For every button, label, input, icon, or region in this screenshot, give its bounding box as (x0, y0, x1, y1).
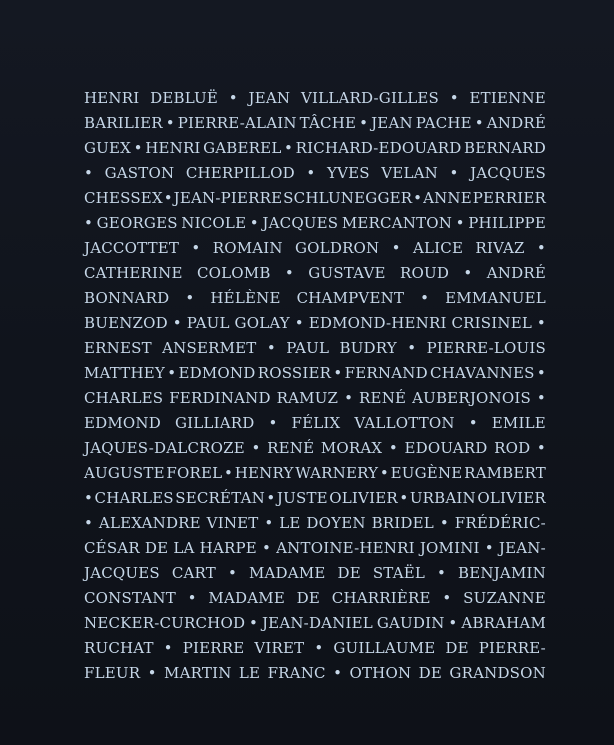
name-word: DE (418, 664, 443, 682)
bullet-separator: • (84, 489, 94, 507)
name-word: LE (238, 664, 261, 682)
name-word: CART (171, 564, 216, 582)
text-line (84, 161, 546, 186)
name-word: ROMAIN (212, 239, 283, 257)
bullet-separator: • (439, 514, 449, 532)
name-word: GRANDSON (449, 664, 546, 682)
bullet-separator: • (391, 239, 401, 257)
name-word: FRÉDÉRIC- (454, 514, 546, 532)
name-word: DOYEN (306, 514, 366, 532)
name-word: LE (279, 514, 301, 532)
name-word: ANTOINE-HENRI (276, 539, 415, 557)
bullet-separator: • (249, 614, 259, 632)
name-word: GASTON (104, 164, 175, 182)
name-word: CHARLES (94, 489, 174, 507)
name-word: TÂCHE (299, 114, 357, 132)
bullet-separator: • (437, 564, 447, 582)
bullet-separator: • (314, 639, 324, 657)
name-word: DE (144, 539, 169, 557)
name-word: JEAN-DANIEL (261, 614, 373, 632)
name-word: ROUD (399, 264, 450, 282)
name-word: SUZANNE (463, 589, 546, 607)
text-line (84, 286, 546, 311)
text-line (84, 411, 546, 436)
bullet-separator: • (191, 239, 201, 257)
name-word: ABRAHAM (461, 614, 546, 632)
bullet-separator: • (172, 314, 182, 332)
bullet-separator: • (133, 139, 143, 157)
name-word: ERNEST (84, 339, 152, 357)
text-line (84, 536, 546, 561)
name-word: FERDINAND (169, 389, 271, 407)
name-word: ALICE (412, 239, 464, 257)
name-word: JUSTE (276, 489, 328, 507)
name-word: ANNE (423, 189, 472, 207)
name-word: OLIVIER (477, 489, 546, 507)
bullet-separator: • (449, 89, 459, 107)
bullet-separator: • (163, 639, 173, 657)
name-word: DE (445, 639, 469, 657)
name-word: CHESSEX (84, 189, 163, 207)
bullet-separator: • (407, 339, 417, 357)
bullet-separator: • (536, 314, 546, 332)
text-line (84, 486, 546, 511)
bullet-separator: • (455, 214, 465, 232)
author-names-block (84, 86, 546, 686)
name-word: ANDRÉ (486, 114, 546, 132)
name-word: URBAIN (409, 489, 476, 507)
name-word: GUEX (84, 139, 132, 157)
text-line (84, 136, 546, 161)
name-word: LA (173, 539, 195, 557)
bullet-separator: • (379, 464, 389, 482)
bullet-separator: • (468, 414, 478, 432)
bullet-separator: • (333, 664, 343, 682)
name-word: JACCOTTET (84, 239, 180, 257)
name-word: RAMBERT (464, 464, 546, 482)
name-word: GOLAY (234, 314, 290, 332)
text-line (84, 436, 546, 461)
name-word: JACQUES (262, 214, 339, 232)
bullet-separator: • (333, 364, 343, 382)
text-line (84, 461, 546, 486)
name-word: VIRET (254, 639, 305, 657)
name-word: GUSTAVE (308, 264, 386, 282)
text-line (84, 261, 546, 286)
name-word: RIVAZ (475, 239, 525, 257)
bullet-separator: • (388, 439, 398, 457)
name-word: ANDRÉ (486, 264, 546, 282)
name-word: CHAMPVENT (296, 289, 405, 307)
bullet-separator: • (165, 114, 175, 132)
bullet-separator: • (167, 364, 177, 382)
name-word: MATTHEY (84, 364, 165, 382)
name-word: EUGÈNE (390, 464, 463, 482)
name-word: BUENZOD (84, 314, 168, 332)
bullet-separator: • (474, 114, 484, 132)
name-word: JEAN- (498, 539, 546, 557)
text-line (84, 211, 546, 236)
bullet-separator: • (84, 214, 94, 232)
name-word: JOMINI (419, 539, 480, 557)
name-word: SECRÉTAN (175, 489, 265, 507)
bullet-separator: • (163, 189, 173, 207)
bullet-separator: • (536, 439, 546, 457)
bullet-separator: • (251, 439, 261, 457)
name-word: DE (337, 564, 361, 582)
bullet-separator: • (187, 589, 197, 607)
name-word: BRIDEL (371, 514, 434, 532)
name-word: GEORGES (96, 214, 178, 232)
name-word: PACHE (415, 114, 472, 132)
text-line (84, 636, 546, 661)
name-word: GUILLAUME (333, 639, 436, 657)
name-word: RAMUZ (276, 389, 339, 407)
bullet-separator: • (449, 164, 459, 182)
name-word: JEAN (371, 114, 413, 132)
name-word: PERRIER (472, 189, 546, 207)
name-word: BARILIER (84, 114, 163, 132)
name-word: CÉSAR (84, 539, 140, 557)
name-word: BERNARD (464, 139, 546, 157)
name-word: MORAX (320, 439, 383, 457)
name-word: EDMOND-HENRI (308, 314, 447, 332)
name-word: CONSTANT (84, 589, 176, 607)
text-line (84, 111, 546, 136)
name-word: VILLARD-GILLES (300, 89, 440, 107)
name-word: PHILIPPE (468, 214, 546, 232)
bullet-separator: • (399, 489, 409, 507)
name-word: RUCHAT (84, 639, 154, 657)
bullet-separator: • (264, 514, 274, 532)
name-word: CHERPILLOD (185, 164, 295, 182)
bullet-separator: • (442, 589, 452, 607)
text-line (84, 236, 546, 261)
bullet-separator: • (185, 289, 195, 307)
name-word: FLEUR (84, 664, 141, 682)
name-word: EMILE (491, 414, 546, 432)
name-word: JACQUES (470, 164, 546, 182)
name-word: WARNERY (295, 464, 379, 482)
bullet-separator: • (448, 614, 458, 632)
name-word: HARPE (199, 539, 257, 557)
name-word: STAËL (372, 564, 426, 582)
bullet-separator: • (84, 164, 94, 182)
name-word: AUGUSTE (84, 464, 165, 482)
name-word: VINET (206, 514, 259, 532)
name-word: MADAME (248, 564, 326, 582)
name-word: OTHON (349, 664, 412, 682)
name-word: HÉLÈNE (210, 289, 281, 307)
bullet-separator: • (84, 514, 94, 532)
name-word: ANSERMET (162, 339, 257, 357)
text-line (84, 386, 546, 411)
name-word: COLOMB (196, 264, 271, 282)
name-word: EDOUARD (404, 439, 488, 457)
name-word: MARTIN (164, 664, 232, 682)
name-word: EMMANUEL (445, 289, 546, 307)
name-word: GABEREL (203, 139, 282, 157)
name-word: JACQUES (84, 564, 160, 582)
name-word: JAQUES-DALCROZE (84, 439, 245, 457)
name-word: NECKER-CURCHOD (84, 614, 246, 632)
name-word: MADAME (208, 589, 285, 607)
text-line (84, 311, 546, 336)
name-word: EDMOND (84, 414, 161, 432)
bullet-separator: • (284, 264, 294, 282)
text-line (84, 186, 546, 211)
name-word: RENÉ (359, 389, 407, 407)
name-word: PAUL (286, 339, 330, 357)
name-word: PIERRE-LOUIS (426, 339, 546, 357)
name-word: YVES (326, 164, 370, 182)
name-word: AUBERJONOIS (412, 389, 531, 407)
name-word: CRISINEL (451, 314, 533, 332)
name-word: PIERRE-ALAIN (177, 114, 297, 132)
name-word: CHAVANNES (430, 364, 535, 382)
name-word: PAUL (186, 314, 230, 332)
name-word: CHARRIÈRE (331, 589, 431, 607)
text-line (84, 586, 546, 611)
bullet-separator: • (147, 664, 157, 682)
text-line (84, 511, 546, 536)
bullet-separator: • (223, 464, 234, 482)
name-word: HENRI (145, 139, 201, 157)
bullet-separator: • (294, 314, 304, 332)
text-line (84, 661, 546, 686)
text-line (84, 361, 546, 386)
name-word: JEAN-PIERRE (173, 189, 283, 207)
name-word: CATHERINE (84, 264, 183, 282)
text-line (84, 86, 546, 111)
name-word: ALEXANDRE (98, 514, 201, 532)
name-word: ROD (494, 439, 531, 457)
name-word: BONNARD (84, 289, 170, 307)
name-word: FOREL (166, 464, 223, 482)
bullet-separator: • (344, 389, 354, 407)
bullet-separator: • (268, 414, 278, 432)
name-word: MERCANTON (341, 214, 453, 232)
name-word: FRANC (267, 664, 326, 682)
name-word: CHARLES (84, 389, 164, 407)
bullet-separator: • (359, 114, 369, 132)
name-word: BENJAMIN (458, 564, 546, 582)
name-word: GAUDIN (376, 614, 445, 632)
name-word: RICHARD-EDOUARD (295, 139, 462, 157)
name-word: PIERRE- (478, 639, 546, 657)
bullet-separator: • (536, 389, 546, 407)
name-word: ETIENNE (469, 89, 546, 107)
name-word: HENRI (84, 89, 140, 107)
name-word: RENÉ (267, 439, 315, 457)
bullet-separator: • (536, 364, 546, 382)
name-word: VALLOTTON (354, 414, 455, 432)
bullet-separator: • (266, 489, 276, 507)
name-word: PIERRE (182, 639, 245, 657)
name-word: BUDRY (339, 339, 397, 357)
name-word: GOLDRON (295, 239, 380, 257)
bullet-separator: • (262, 539, 272, 557)
name-word: NICOLE (181, 214, 247, 232)
bullet-separator: • (284, 139, 294, 157)
bullet-separator: • (536, 239, 546, 257)
name-word: DEBLUË (150, 89, 219, 107)
name-word: VELAN (381, 164, 438, 182)
name-word: DE (296, 589, 321, 607)
bullet-separator: • (266, 339, 276, 357)
bullet-separator: • (249, 214, 259, 232)
text-line (84, 336, 546, 361)
name-word: ROSSIER (257, 364, 332, 382)
name-word: OLIVIER (329, 489, 398, 507)
bullet-separator: • (306, 164, 316, 182)
name-word: SCHLUNEGGER (283, 189, 413, 207)
text-line (84, 561, 546, 586)
bullet-separator: • (420, 289, 430, 307)
name-word: EDMOND (178, 364, 256, 382)
name-word: FÉLIX (291, 414, 341, 432)
bullet-separator: • (228, 89, 238, 107)
bullet-separator: • (413, 189, 423, 207)
text-line (84, 611, 546, 636)
name-word: GILLIARD (174, 414, 255, 432)
name-word: JEAN (248, 89, 291, 107)
name-word: FERNAND (344, 364, 428, 382)
name-word: HENRY (234, 464, 294, 482)
bullet-separator: • (463, 264, 473, 282)
bullet-separator: • (227, 564, 238, 582)
bullet-separator: • (484, 539, 494, 557)
